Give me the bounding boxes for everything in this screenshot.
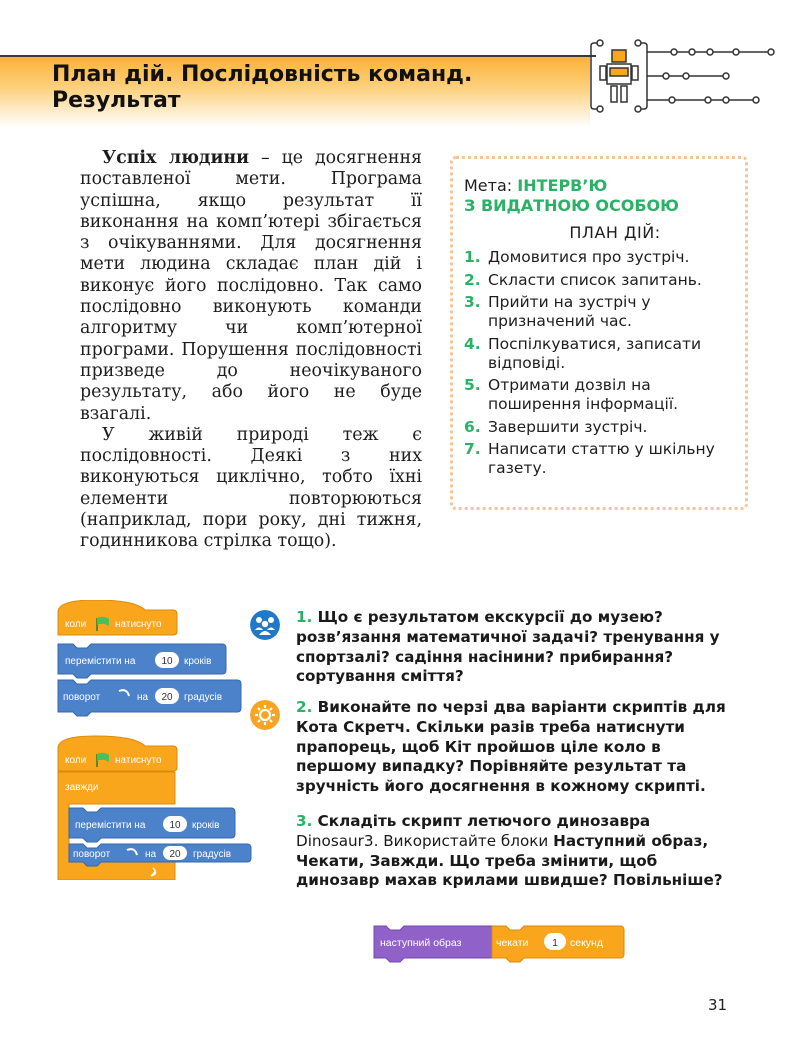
title-line-2: Результат	[52, 88, 181, 113]
header-rule	[0, 55, 596, 57]
forever-label: завжди	[65, 782, 99, 793]
plan-title: ПЛАН ДІЙ:	[569, 223, 661, 242]
plan-item: 4. Поспілкуватися, записати відповіді.	[464, 334, 702, 372]
goal-line-2: З ВИДАТНОЮ ОСОБОЮ	[464, 196, 679, 215]
title-line-1: План дій. Послідовність команд.	[52, 62, 473, 87]
degrees-label: градусів	[184, 692, 223, 703]
gear-icon	[250, 700, 280, 730]
steps-label: кроків	[184, 656, 212, 667]
when-label: коли	[65, 619, 87, 630]
script-2	[58, 736, 251, 880]
group-icon	[250, 610, 280, 640]
svg-text:20: 20	[169, 849, 181, 860]
svg-text:натиснуто: натиснуто	[115, 755, 162, 766]
plan-item: 6. Завершити зустріч.	[464, 417, 648, 436]
svg-text:градусів: градусів	[193, 849, 232, 860]
svg-text:на: на	[145, 849, 157, 860]
move-label: перемістити на	[65, 656, 136, 667]
degrees-value: 20	[161, 692, 173, 703]
svg-text:10: 10	[169, 820, 181, 831]
bottom-blocks	[372, 924, 628, 966]
plan-list	[464, 248, 744, 482]
plan-item: 1. Домовитися про зустріч.	[464, 248, 690, 266]
turn-on-label: на	[137, 692, 149, 703]
plan-item: 7. Написати статтю у шкільну газету.	[464, 440, 715, 477]
wait-value: 1	[552, 937, 558, 949]
script-1	[58, 600, 241, 716]
paragraph-1-bold: Успіх людини	[102, 148, 250, 168]
wait-label: чекати	[496, 937, 529, 949]
body-text	[80, 148, 422, 553]
scratch-scripts	[55, 600, 265, 880]
robot-icon	[586, 38, 786, 116]
clicked-label: натиснуто	[115, 619, 162, 630]
plan-item: 2. Скласти список запитань.	[464, 270, 702, 289]
goal-line-1: ІНТЕРВ’Ю	[517, 176, 608, 195]
steps-value: 10	[161, 656, 173, 667]
goal-label: Мета:	[464, 176, 518, 195]
svg-text:кроків: кроків	[192, 820, 220, 831]
task-3: 3. Складіть скрипт летючого динозавра Dinosaur3. Використайте блоки Наступний образ, Чекати, Завжди. Що треба змінити, щоб динозавр махав крилами швидше? Повільніше?	[296, 812, 723, 890]
paragraph-1-rest: – це досягнення поставленої мети. Програма успішна, якщо результат її виконання на комп’ютері збігається з очікуваннями. Для досягнення мети людина складає план дій і виконує його послідовно. Так само послідовно виконують команди алгоритму чи комп’ютерної програми. Порушення послідовності призведе до неочікуваного результату, або його не буде взагалі.	[80, 148, 423, 424]
turn-label: поворот	[63, 692, 101, 703]
page-title	[52, 62, 472, 114]
plan-item: 5. Отримати дозвіл на поширення інформації.	[464, 376, 679, 413]
svg-text:перемістити на: перемістити на	[75, 820, 146, 831]
task-1: 1. Що є результатом екскурсії до музею? розв’язання математичної задачі? тренування у спортзалі? садіння насінини? прибирання? сортування сміття?	[296, 608, 720, 686]
page-number: 31	[708, 996, 728, 1014]
next-costume-label: наступний образ	[380, 937, 462, 949]
paragraph-1	[80, 148, 422, 425]
svg-text:коли: коли	[65, 755, 87, 766]
plan-item: 3. Прийти на зустріч у призначений час.	[464, 293, 651, 330]
paragraph-2: У живій природі теж є послідовності. Деякі з них виконуються циклічно, тобто їхні елементи повторюються (наприклад, пори року, дні тижня, годинникова стрілка тощо).	[80, 424, 422, 552]
seconds-label: секунд	[570, 937, 603, 949]
task-2: 2. Виконайте по черзі два варіанти скриптів для Кота Скретч. Скільки разів треба натиснути прапорець, щоб Кіт пройшов ціле коло в першому випадку? Порівняйте результат та зручність його досягнення в кожному скрипті.	[296, 698, 726, 796]
svg-text:поворот: поворот	[73, 849, 111, 860]
plan-goal	[464, 176, 679, 216]
